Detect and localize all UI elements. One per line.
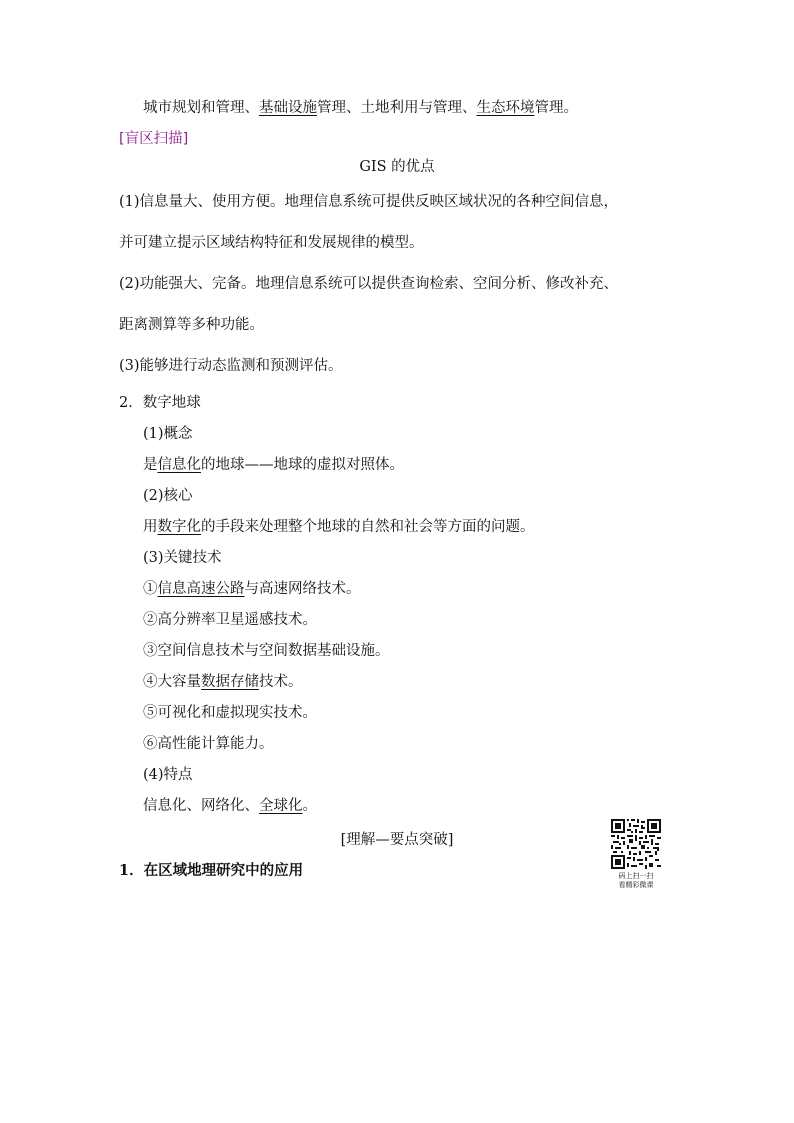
core-title: (2)核心 [143,488,193,504]
key-tech-title: (3)关键技术 [143,550,222,566]
text: ④大容量 [143,674,201,690]
qr-caption-watch: 看精彩微课 [618,881,654,889]
text: 用 [143,519,158,535]
key-tech-5: ⑤可视化和虚拟现实技术。 [143,705,317,721]
qr-code-icon [611,819,661,869]
blind-spot-header: [盲区扫描] [119,131,189,147]
text: 管理、土地利用与管理、 [317,100,477,116]
text: ① [143,581,158,597]
concept-title: (1)概念 [143,426,193,442]
key-tech-6: ⑥高性能计算能力。 [143,736,274,752]
key-tech-1 [143,579,361,599]
qr-caption-scan: 码上扫一扫 [618,872,654,880]
concept-text [143,455,404,475]
underlined-term: 数字化 [157,519,201,535]
underlined-term: 信息化 [157,457,201,473]
key-tech-3: ③空间信息技术与空间数据基础设施。 [143,643,390,659]
section-digital-earth: 2．数字地球 [119,395,201,411]
advantage-2-line-2: 距离测算等多种功能。 [119,317,264,333]
underlined-term: 基础设施 [259,100,317,116]
features-text [143,796,317,816]
underlined-term: 信息高速公路 [157,581,245,597]
text: 技术。 [259,674,303,690]
text: 信息化、网络化、 [143,798,259,814]
text: 的地球——地球的虚拟对照体。 [201,457,404,473]
text: 的手段来处理整个地球的自然和社会等方面的问题。 [201,519,535,535]
features-title: (4)特点 [143,767,193,783]
paragraph-city-planning [143,98,578,118]
key-tech-2: ②高分辨率卫星遥感技术。 [143,612,317,628]
core-text [143,517,535,537]
understand-header: [理解—要点突破] [340,832,454,848]
text: 。 [302,798,317,814]
underlined-term: 生态环境 [476,100,535,116]
text: 是 [143,457,158,473]
underlined-term: 全球化 [259,798,303,814]
key-tech-4 [143,672,303,692]
advantage-1-line-2: 并可建立提示区域结构特征和发展规律的模型。 [119,235,424,251]
advantage-1-line-1: (1)信息量大、使用方便。地理信息系统可提供反映区域状况的各种空间信息， [119,194,619,210]
gis-advantages-title: GIS 的优点 [359,159,435,175]
advantage-2-line-1: (2)功能强大、完备。地理信息系统可以提供查询检索、空间分析、修改补充、 [119,276,619,292]
advantage-3: (3)能够进行动态监测和预测评估。 [119,358,343,374]
section-regional-application: 1．在区域地理研究中的应用 [119,862,304,879]
underlined-term: 数据存储 [201,674,259,690]
text: 城市规划和管理、 [143,100,259,116]
text: 管理。 [534,100,578,116]
text: 与高速网络技术。 [244,581,361,597]
